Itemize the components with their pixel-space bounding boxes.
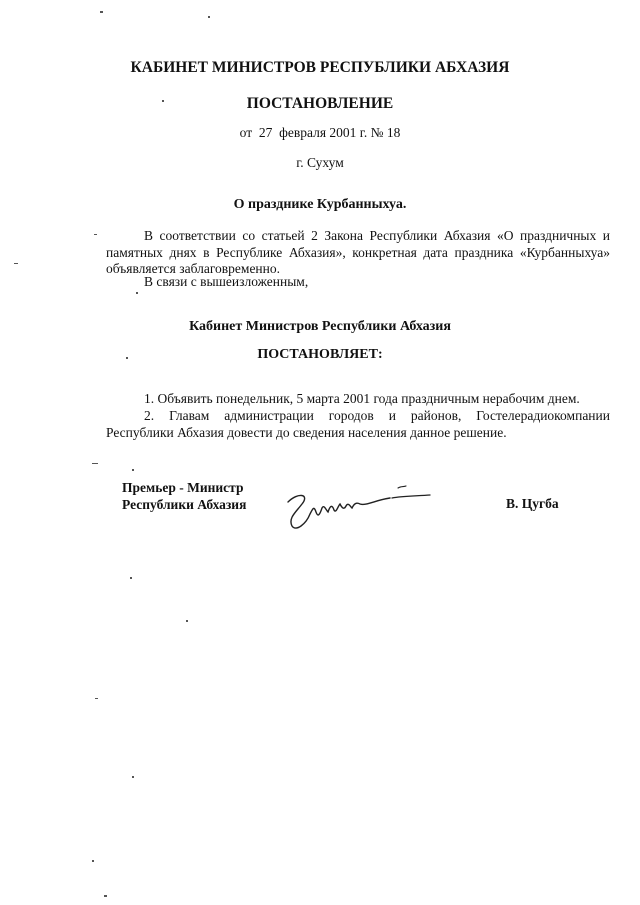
- resolution-item: 1. Объявить понедельник, 5 марта 2001 года праздничным нерабочим днем.: [144, 391, 580, 406]
- scan-speck: [126, 357, 128, 359]
- signatory-title-line: Республики Абхазия: [122, 497, 247, 512]
- signatory-title-line: Премьер - Министр: [122, 480, 244, 495]
- scan-speck: [14, 263, 18, 264]
- handwritten-signature: [280, 478, 440, 538]
- resolution-item: 2. Главам администрации городов и районов, Гостелерадиокомпании Республики Абхазия довести до сведения населения данное решение.: [106, 408, 610, 440]
- document-type: ПОСТАНОВЛЕНИЕ: [246, 95, 394, 112]
- scan-speck: [100, 11, 103, 13]
- scan-speck: [132, 469, 134, 471]
- signatory-name: В. Цугба: [506, 496, 559, 511]
- scan-speck: [136, 292, 138, 294]
- scan-speck: [130, 577, 132, 579]
- scan-speck: [208, 16, 210, 18]
- scan-speck: [132, 776, 134, 778]
- scan-speck: [92, 860, 94, 862]
- preamble-paragraph: В связи с вышеизложенным,: [144, 274, 309, 289]
- scan-speck: [95, 698, 98, 699]
- subject-title: О празднике Курбанныхуа.: [233, 197, 407, 212]
- scan-speck: [162, 100, 164, 102]
- preamble-paragraph: В соответствии со статьей 2 Закона Республики Абхазия «О праздничных и памятных днях в Республике Абхазия», конкретная дата праздника «Курбанныхуа» объявляется заблаговременно.: [106, 228, 610, 276]
- scan-speck: [94, 234, 97, 235]
- city-line: г. Сухум: [296, 155, 344, 170]
- scan-speck: [104, 895, 107, 897]
- date-number-line: от 27 февраля 2001 г. № 18: [239, 125, 401, 140]
- organization-title: КАБИНЕТ МИНИСТРОВ РЕСПУБЛИКИ АБХАЗИЯ: [130, 59, 510, 76]
- signatory-title: [122, 479, 246, 513]
- scan-speck: [186, 620, 188, 622]
- scan-speck: [92, 463, 98, 464]
- resolves-heading: ПОСТАНОВЛЯЕТ:: [257, 347, 383, 362]
- issuer-line: Кабинет Министров Республики Абхазия: [189, 319, 451, 334]
